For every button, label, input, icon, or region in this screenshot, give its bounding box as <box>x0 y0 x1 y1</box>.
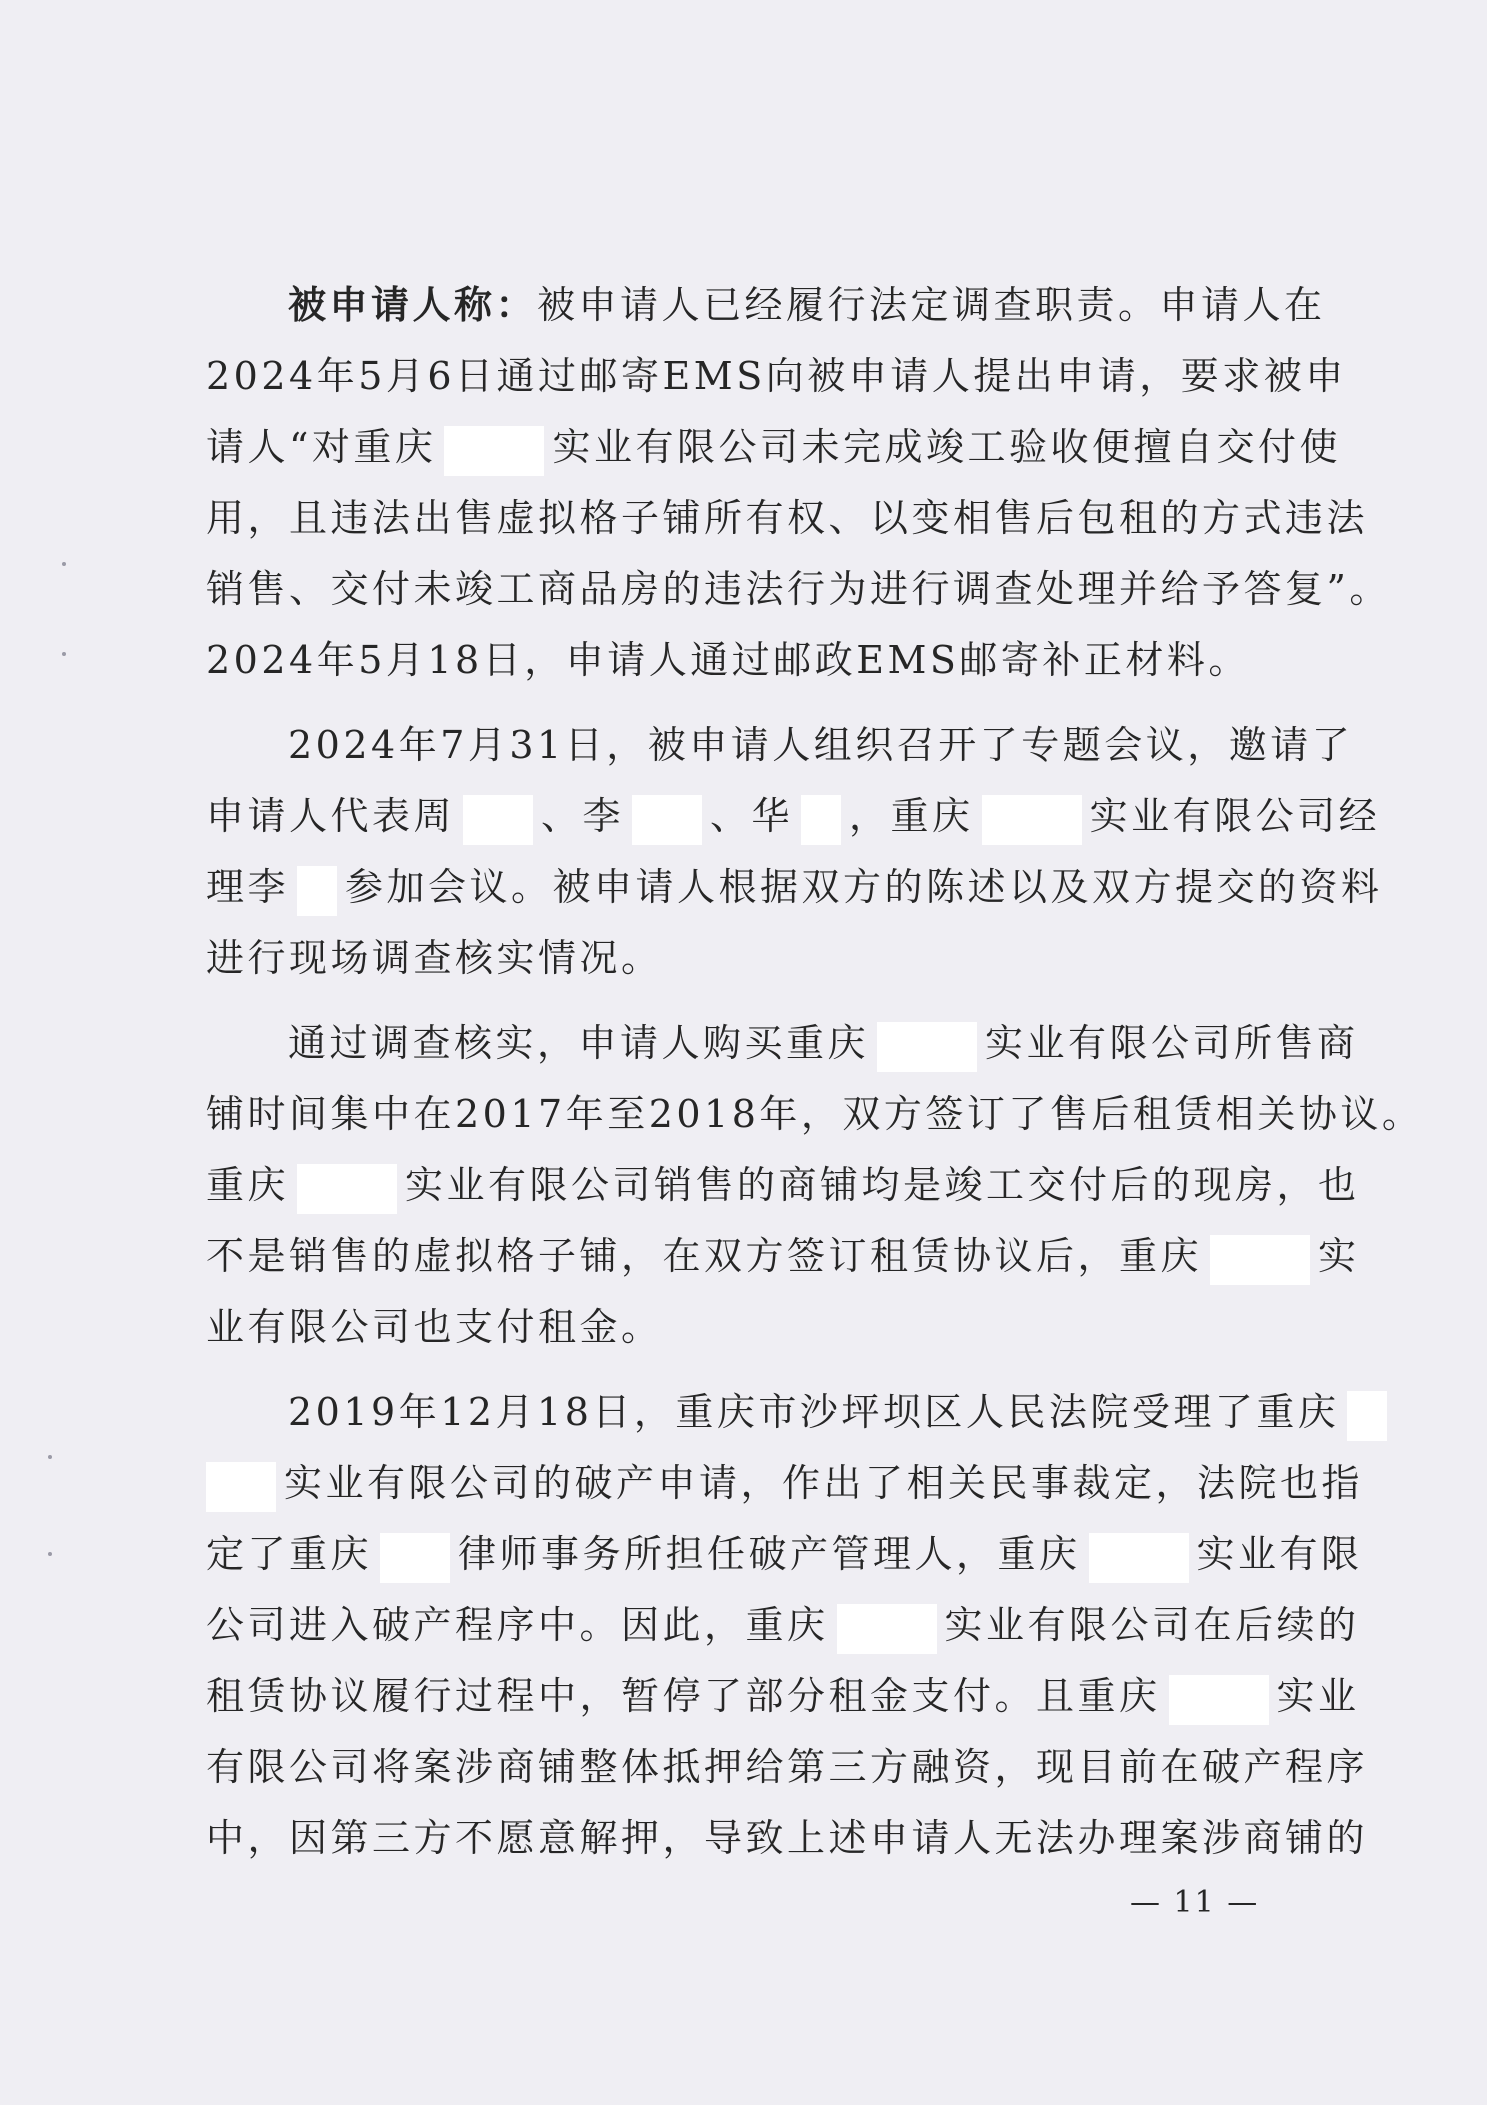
text-line: 请人“对重庆 实业有限公司未完成竣工验收便擅自交付使 <box>206 412 1311 483</box>
text-line: 中，因第三方不愿意解押，导致上述申请人无法办理案涉商铺的 <box>206 1816 1369 1860</box>
text-line: 2024年5月18日，申请人通过邮政EMS邮寄补正材料。 <box>206 638 1250 682</box>
text-line: 通过调查核实，申请人购买重庆 实业有限公司所售商 <box>206 1008 1311 1079</box>
text-line: 2019年12月18日，重庆市沙坪坝区人民法院受理了重庆 <box>206 1377 1311 1448</box>
scan-speck <box>62 652 66 656</box>
text-line: 进行现场调查核实情况。 <box>206 936 663 980</box>
redaction-box <box>982 795 1082 845</box>
text-line: 有限公司将案涉商铺整体抵押给第三方融资，现目前在破产程序 <box>206 1745 1369 1789</box>
text-line: 实业有限公司的破产申请，作出了相关民事裁定，法院也指 <box>206 1448 1311 1519</box>
respondent-label: 被申请人称： <box>288 283 538 327</box>
scan-speck <box>48 1552 52 1556</box>
redaction-box <box>837 1604 937 1654</box>
text-line: 销售、交付未竣工商品房的违法行为进行调查处理并给予答复”。 <box>206 567 1391 611</box>
redaction-box <box>1347 1391 1387 1441</box>
text-line: 不是销售的虚拟格子铺，在双方签订租赁协议后，重庆 实 <box>206 1221 1311 1292</box>
body-text <box>206 270 1424 1874</box>
redaction-box <box>463 795 533 845</box>
redaction-box <box>380 1533 450 1583</box>
redaction-box <box>297 866 337 916</box>
text-line: 理李 参加会议。被申请人根据双方的陈述以及双方提交的资料 <box>206 852 1311 923</box>
scan-speck <box>48 1455 52 1459</box>
redaction-box <box>1169 1675 1269 1725</box>
text-line: 2024年5月6日通过邮寄EMS向被申请人提出申请，要求被申 <box>206 354 1347 398</box>
text-line: 被申请人称：被申请人已经履行法定调查职责。申请人在 <box>288 283 1326 327</box>
text-line: 2024年7月31日，被申请人组织召开了专题会议，邀请了 <box>288 723 1354 767</box>
scan-speck <box>62 562 66 566</box>
text-line: 重庆 实业有限公司销售的商铺均是竣工交付后的现房，也 <box>206 1150 1311 1221</box>
page-number: — 11 — <box>1130 1885 1260 1920</box>
redaction-box <box>444 426 544 476</box>
text-line: 铺时间集中在2017年至2018年，双方签订了售后租赁相关协议。 <box>206 1092 1424 1136</box>
redaction-box <box>297 1164 397 1214</box>
text-line: 租赁协议履行过程中，暂停了部分租金支付。且重庆 实业 <box>206 1661 1311 1732</box>
redaction-box <box>206 1462 276 1512</box>
redaction-box <box>801 795 841 845</box>
redaction-box <box>877 1022 977 1072</box>
text-line: 用，且违法出售虚拟格子铺所有权、以变相售后包租的方式违法 <box>206 496 1369 540</box>
redaction-box <box>1210 1235 1310 1285</box>
text-line: 申请人代表周 、李 、华 ，重庆 实业有限公司经 <box>206 781 1311 852</box>
redaction-box <box>632 795 702 845</box>
text-line: 定了重庆 律师事务所担任破产管理人，重庆 实业有限 <box>206 1519 1311 1590</box>
text-line: 业有限公司也支付租金。 <box>206 1305 663 1349</box>
redaction-box <box>1089 1533 1189 1583</box>
text-line: 公司进入破产程序中。因此，重庆 实业有限公司在后续的 <box>206 1590 1311 1661</box>
